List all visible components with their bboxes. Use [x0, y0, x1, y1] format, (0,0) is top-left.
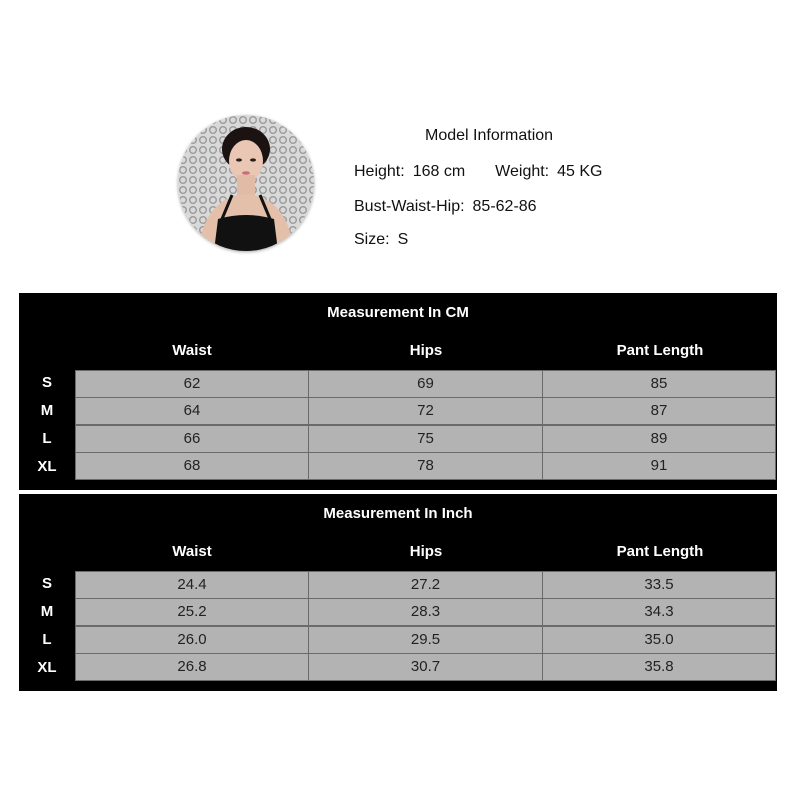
size-line	[354, 231, 408, 249]
row-size-label: XL	[37, 659, 57, 676]
table-cell: 33.5	[542, 571, 776, 599]
column-header-hips: Hips	[409, 543, 443, 560]
weight-value: 45 KG	[557, 163, 603, 180]
row-size-label: S	[41, 374, 52, 391]
row-size-label: M	[40, 402, 54, 419]
model-info-section	[0, 0, 800, 270]
table-cell: 68	[75, 452, 309, 480]
column-header-waist: Waist	[172, 543, 212, 560]
height-value: 168 cm	[412, 163, 466, 180]
table-cell: 69	[308, 370, 543, 398]
table-cell: 28.3	[308, 598, 543, 626]
table-cell: 35.0	[542, 626, 776, 654]
table-cell: 29.5	[308, 626, 543, 654]
table-cell: 89	[542, 425, 776, 453]
table-cell: 27.2	[308, 571, 543, 599]
table-cell: 24.4	[75, 571, 309, 599]
row-size-label: S	[41, 575, 52, 592]
measurement-table-cm	[19, 293, 777, 490]
row-size-label: L	[42, 631, 52, 648]
table-cell: 34.3	[542, 598, 776, 626]
table-cell: 87	[542, 397, 776, 425]
weight-label: Weight:	[495, 163, 550, 180]
size-label: Size:	[354, 231, 390, 248]
table-cell: 25.2	[75, 598, 309, 626]
table-cell: 78	[308, 452, 543, 480]
table-cell: 72	[308, 397, 543, 425]
bwh-line	[354, 198, 537, 216]
measurement-table-inch	[19, 494, 777, 691]
table-title: Measurement In CM	[327, 304, 469, 321]
height-label: Height:	[354, 163, 405, 180]
height-weight-line	[354, 163, 602, 181]
column-header-waist: Waist	[172, 342, 212, 359]
row-size-label: M	[40, 603, 54, 620]
table-cell: 26.0	[75, 626, 309, 654]
table-title: Measurement In Inch	[323, 505, 473, 522]
bwh-label: Bust-Waist-Hip:	[354, 198, 465, 215]
table-cell: 91	[542, 452, 776, 480]
table-cell: 66	[75, 425, 309, 453]
table-cell: 26.8	[75, 653, 309, 681]
table-cell: 35.8	[542, 653, 776, 681]
model-info-title: Model Information	[425, 127, 554, 144]
column-header-pant-length: Pant Length	[616, 543, 704, 560]
size-value: S	[397, 231, 409, 248]
row-size-label: L	[42, 430, 52, 447]
model-photo	[178, 115, 314, 251]
column-header-pant-length: Pant Length	[616, 342, 704, 359]
table-cell: 75	[308, 425, 543, 453]
bwh-value: 85-62-86	[472, 198, 537, 215]
table-cell: 85	[542, 370, 776, 398]
table-cell: 62	[75, 370, 309, 398]
table-cell: 30.7	[308, 653, 543, 681]
table-cell: 64	[75, 397, 309, 425]
row-size-label: XL	[37, 458, 57, 475]
column-header-hips: Hips	[409, 342, 443, 359]
